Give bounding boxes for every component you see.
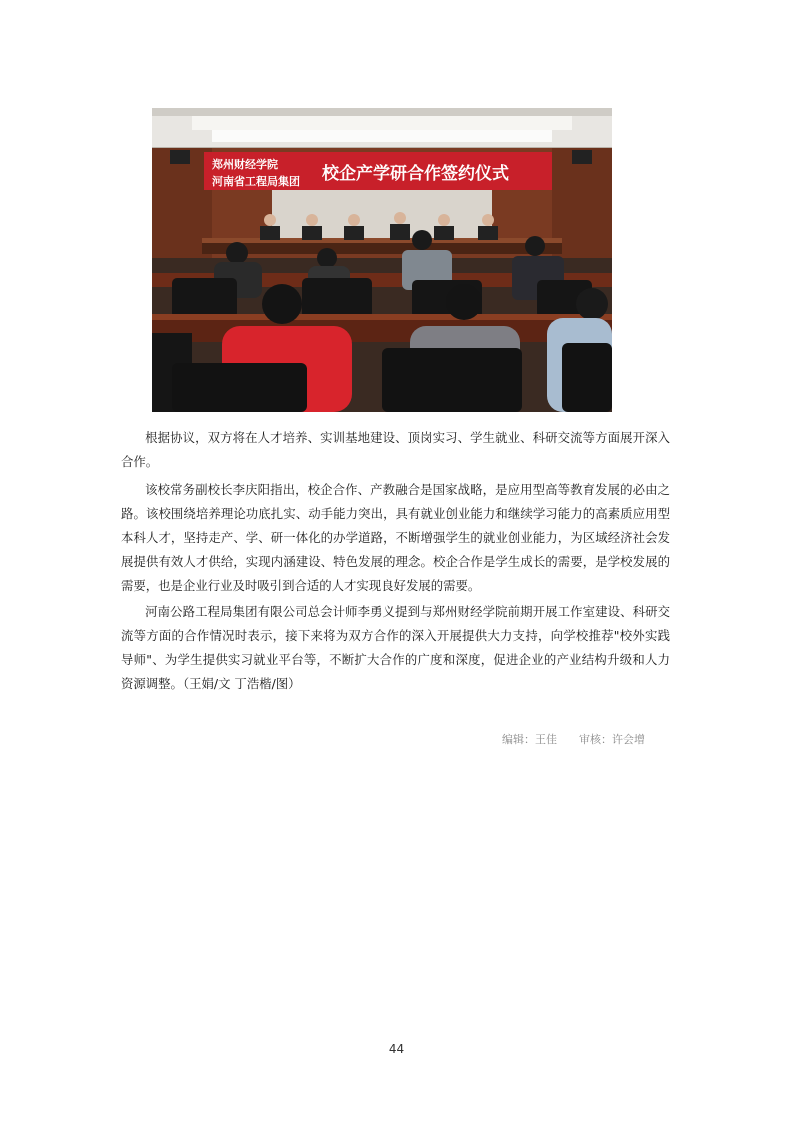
editor-label: 编辑：王佳: [502, 733, 557, 746]
reviewer-label: 审核：许会增: [579, 733, 645, 746]
banner-line1: 郑州财经学院: [212, 158, 278, 171]
editor-credits: [502, 731, 645, 747]
paragraph-text: 河南公路工程局集团有限公司总会计师李勇义提到与郑州财经学院前期开展工作室建设、科研交流等方面的合作情况时表示，接下来将为双方合作的深入开展提供大力支持，向学校推荐"校外实践导师"、为学生提供实习就业平台等，不断扩大合作的广度和深度，促进企业的产业结构升级和人力资源调整。（王娟/文 丁浩楷/图）: [121, 604, 670, 691]
page-number: 44: [388, 1042, 405, 1056]
paragraph-vice-president: [121, 478, 670, 598]
paragraph-company-accountant: [121, 600, 670, 696]
paragraph-text: 根据协议，双方将在人才培养、实训基地建设、顶岗实习、学生就业、科研交流等方面展开深入合作。: [121, 430, 670, 469]
paragraph-text: 该校常务副校长李庆阳指出，校企合作、产教融合是国家战略，是应用型高等教育发展的必由之路。该校围绕培养理论功底扎实、动手能力突出，具有就业创业能力和继续学习能力的高素质应用型本科人才，坚持走产、学、研一体化的办学道路，不断增强学生的就业创业能力，为区域经济社会发展提供有效人才供给，实现内涵建设、特色发展的理念。校企合作是学生成长的需要，是学校发展的需要，也是企业行业及时吸引到合适的人才实现良好发展的需要。: [121, 482, 670, 593]
signing-ceremony-photo: [152, 108, 612, 412]
banner-title: 校企产学研合作签约仪式: [322, 164, 509, 184]
paragraph-agreement: [121, 426, 670, 474]
banner-line2: 河南省工程局集团: [212, 175, 300, 188]
